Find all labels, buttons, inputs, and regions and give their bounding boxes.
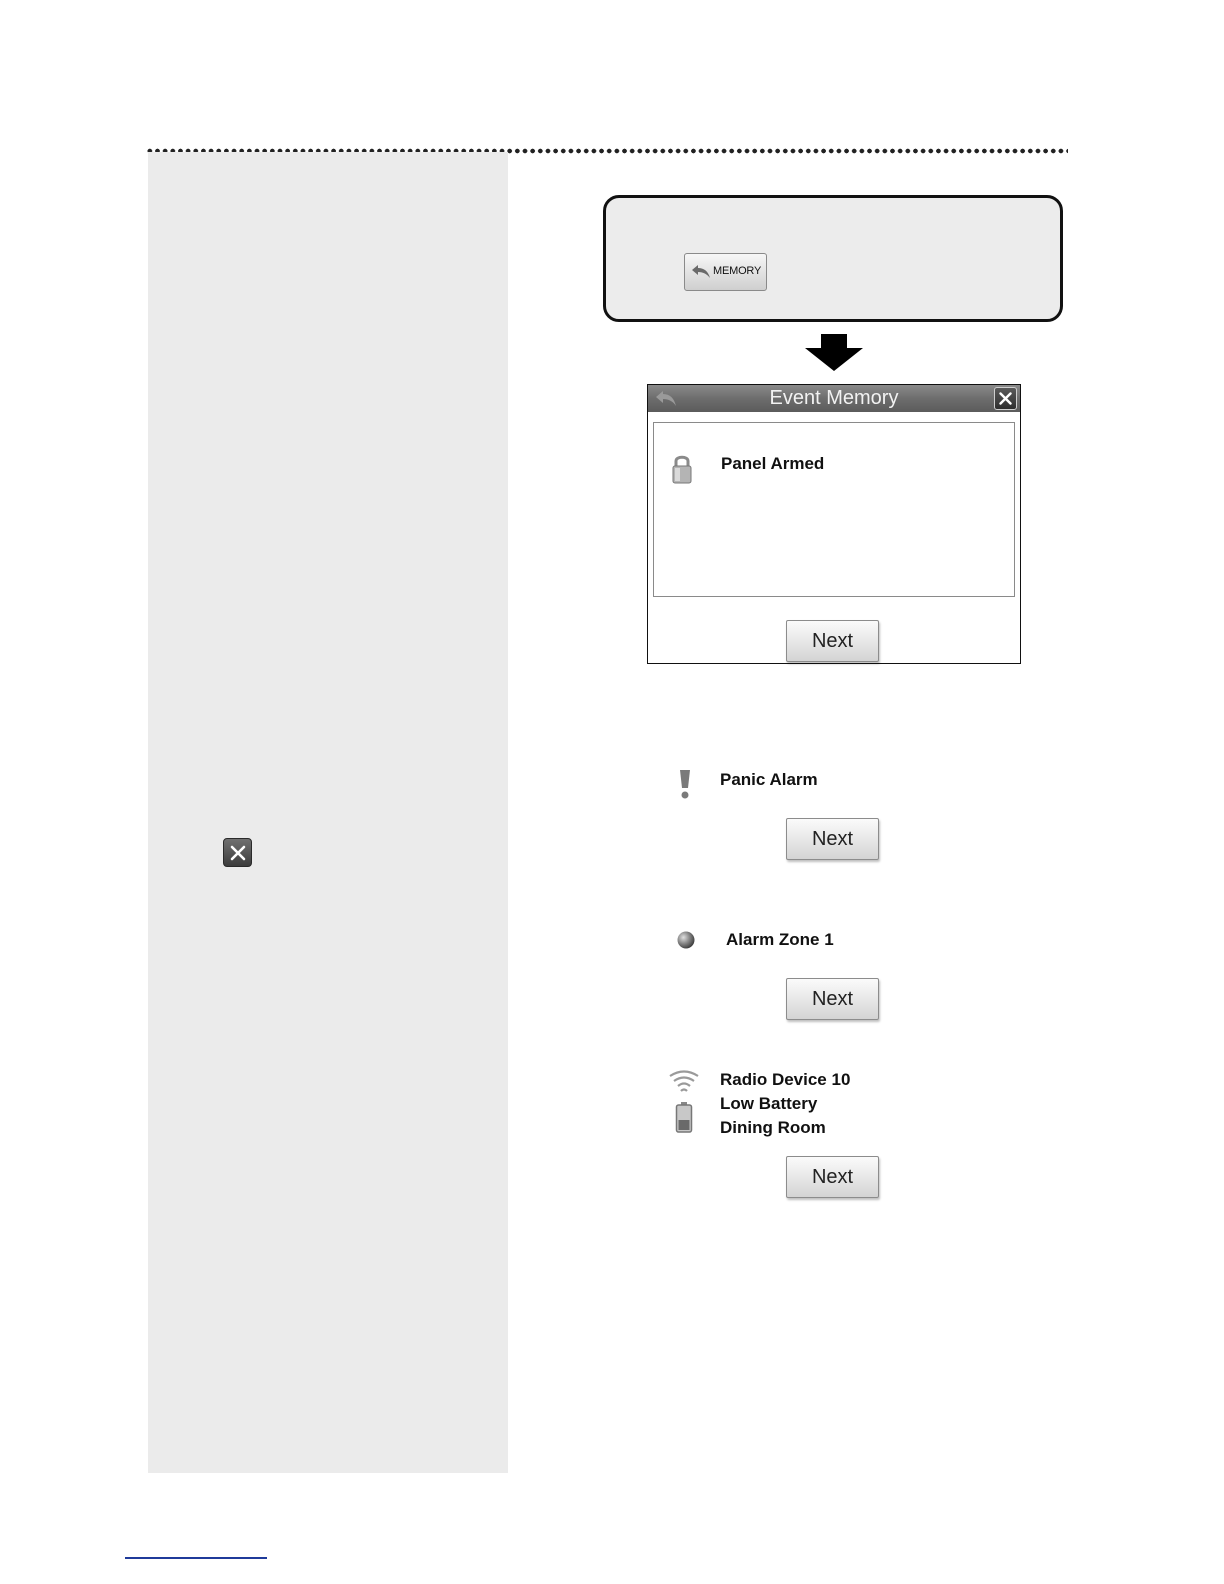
dialog-close-button[interactable] [994,387,1017,410]
exclamation-icon [677,768,693,800]
event-memory-dialog [647,384,1021,664]
footer-rule [125,1557,267,1559]
close-icon [223,838,252,867]
sidebar-panel [148,152,508,1473]
instruction-callout [603,195,1063,322]
event-label: Alarm Zone 1 [726,930,834,949]
next-button[interactable]: Next [786,818,879,860]
event-list [653,422,1015,597]
battery-icon [675,1102,693,1134]
memory-button[interactable] [684,253,767,291]
zone-ball-icon [675,929,697,951]
dialog-title: Event Memory [769,387,899,409]
down-arrow-icon [804,334,864,372]
event-label: Radio Device 10 [720,1070,851,1089]
event-label: Panel Armed [721,454,825,473]
event-label: Low Battery [720,1094,818,1113]
close-icon [999,392,1012,405]
memory-button-label: MEMORY [713,265,762,277]
lock-icon [671,453,693,485]
next-button[interactable]: Next [786,1156,879,1198]
next-button[interactable]: Next [786,620,879,662]
back-arrow-icon [689,264,713,280]
dialog-titlebar [648,385,1020,412]
event-label: Panic Alarm [720,770,818,789]
event-label: Dining Room [720,1118,826,1137]
wifi-icon [668,1068,700,1096]
next-button[interactable]: Next [786,978,879,1020]
